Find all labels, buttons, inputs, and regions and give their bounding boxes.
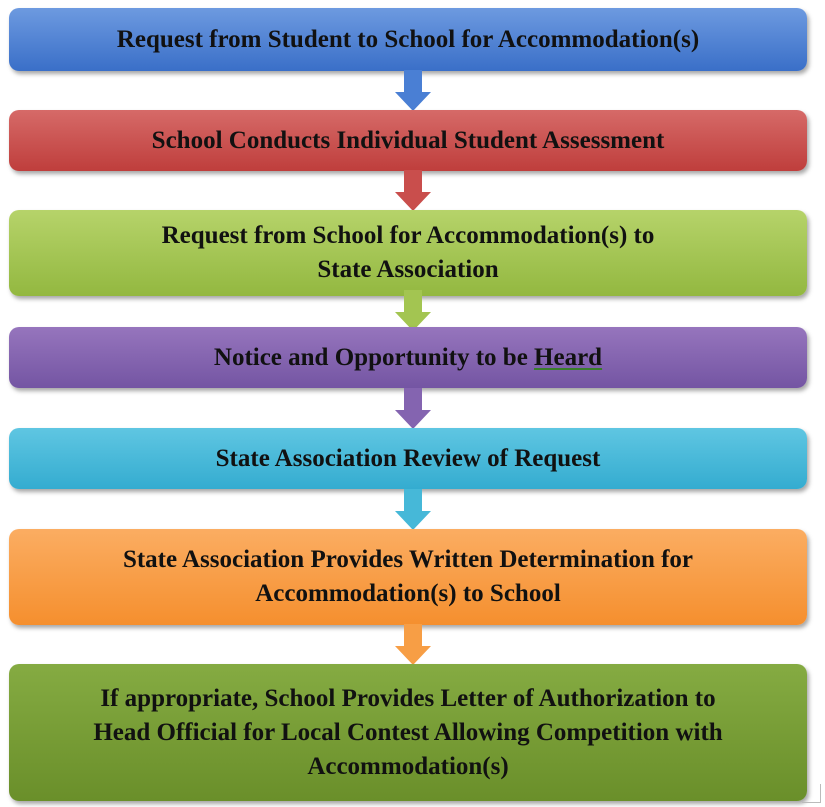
step-school-assessment xyxy=(9,110,807,171)
step-label-line-1: Request from School for Accommodation(s) to xyxy=(161,222,655,249)
step-label: State Association Review of Request xyxy=(215,444,601,472)
down-arrow-icon xyxy=(395,170,431,211)
step-association-review xyxy=(9,428,807,489)
underlined-word: Heard xyxy=(534,343,603,371)
step-request-student-to-school xyxy=(9,8,807,71)
step-label: Request from Student to School for Accommodation(s) xyxy=(116,25,700,53)
corner-mark xyxy=(802,784,821,803)
step-label: School Conducts Individual Student Assessment xyxy=(151,126,665,154)
down-arrow-icon xyxy=(395,290,431,331)
step-label-line-1: State Association Provides Written Determination for xyxy=(122,546,694,573)
step-label-line-2: State Association xyxy=(317,256,499,283)
down-arrow-icon xyxy=(395,388,431,429)
step-request-school-to-association xyxy=(9,210,807,296)
step-label: Notice and Opportunity to be Heard xyxy=(213,343,603,371)
step-label-line-1: If appropriate, School Provides Letter of Authorization to xyxy=(100,684,716,712)
step-written-determination xyxy=(9,529,807,625)
down-arrow-icon xyxy=(395,624,431,665)
step-letter-of-authorization xyxy=(9,664,807,801)
step-label-line-2: Accommodation(s) to School xyxy=(255,580,561,607)
step-label-line-3: Accommodation(s) xyxy=(307,752,509,780)
down-arrow-icon xyxy=(395,70,431,111)
step-label-line-2: Head Official for Local Contest Allowing Competition with xyxy=(93,718,723,746)
down-arrow-icon xyxy=(395,489,431,530)
step-notice-opportunity xyxy=(9,327,807,388)
